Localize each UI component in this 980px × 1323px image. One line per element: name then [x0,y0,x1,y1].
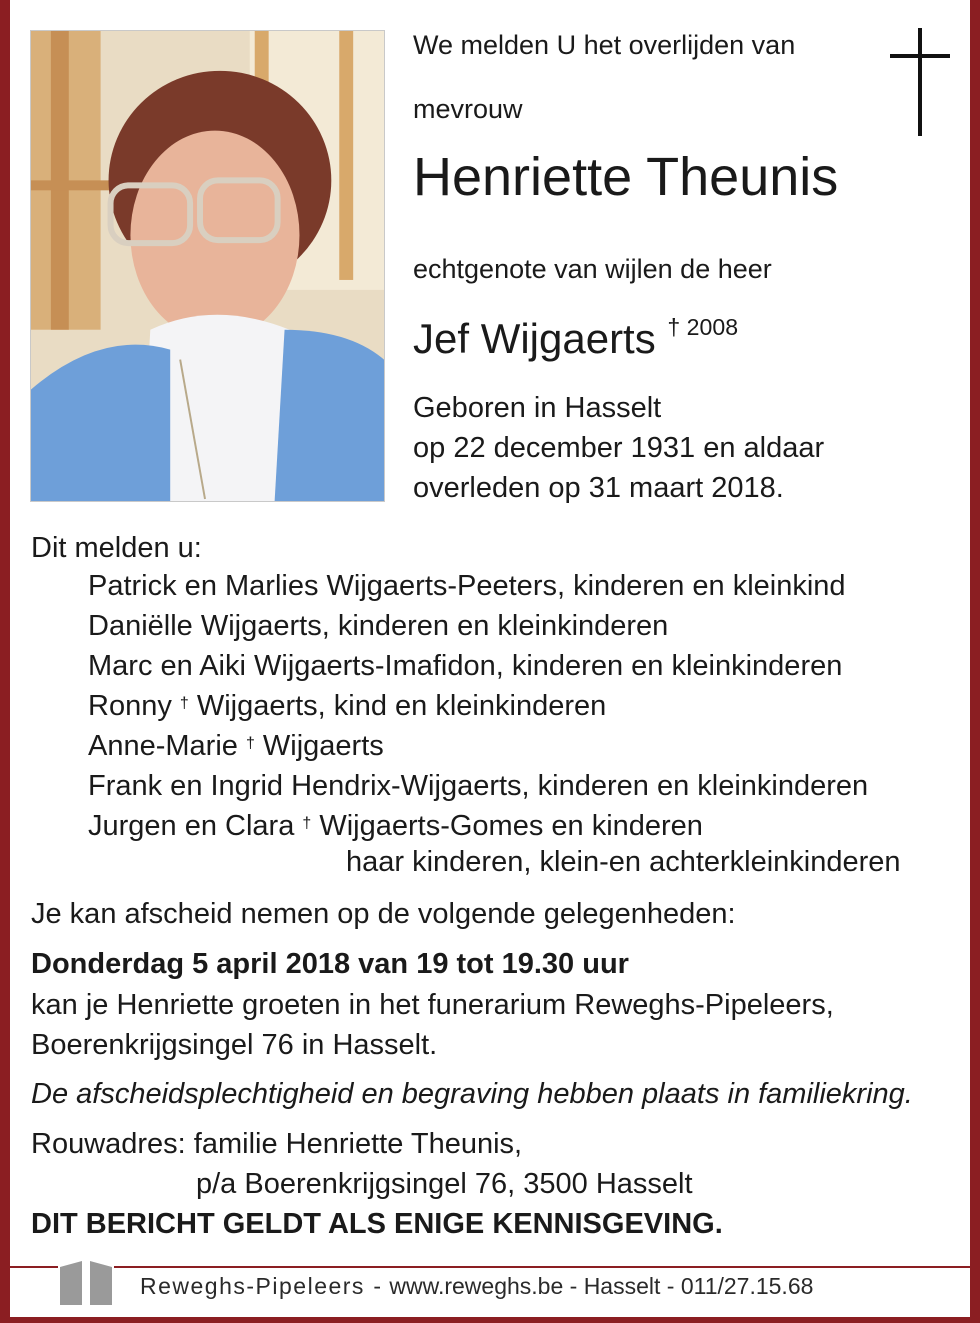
funeral-home-logo-icon [58,1255,114,1307]
mourning-address-line: Rouwadres: familie Henriette Theunis, [31,1128,523,1160]
latin-cross-icon [890,28,952,138]
birth-date-line: op 22 december 1931 en aldaar [413,432,825,464]
spouse-death-mark: † 2008 [667,314,739,340]
spouse-intro: echtgenote van wijlen de heer [413,254,772,284]
life-dates [413,388,824,508]
family-list [88,566,868,846]
announcement-intro: We melden U het overlijden van [413,30,796,60]
visitation-datetime: Donderdag 5 april 2018 van 19 tot 19.30 uur [31,948,629,980]
spouse-name: Jef Wijgaerts [413,315,656,362]
announcement-title-word: mevrouw [413,94,523,124]
visitation-line: Boerenkrijgsingel 76 in Hasselt. [31,1029,438,1061]
visitation-details [31,985,834,1065]
portrait-illustration [31,31,384,501]
mourning-address-line: p/a Boerenkrijgsingel 76, 3500 Hasselt [196,1168,693,1200]
portrait-photo [30,30,385,502]
family-member: Anne-Marie † Wijgaerts [88,730,384,762]
death-line: overleden op 31 maart 2018. [413,472,784,504]
official-notice: DIT BERICHT GELDT ALS ENIGE KENNISGEVING. [31,1208,723,1240]
family-member: Patrick en Marlies Wijgaerts-Peeters, kinderen en kleinkind [88,570,846,602]
birth-line: Geboren in Hasselt [413,392,662,424]
spouse-line [413,314,739,362]
private-ceremony-note: De afscheidsplechtigheid en begraving hebben plaats in familiekring. [31,1078,913,1110]
deceased-name: Henriette Theunis [413,147,839,207]
family-member: Marc en Aiki Wijgaerts-Imafidon, kinderen en kleinkinderen [88,650,843,682]
family-heading: Dit melden u: [31,532,202,564]
family-member: Jurgen en Clara † Wijgaerts-Gomes en kinderen [88,810,703,842]
family-member: Frank en Ingrid Hendrix-Wijgaerts, kinderen en kleinkinderen [88,770,869,802]
footer-contact [140,1275,813,1298]
frame-left-border [0,0,10,1323]
footer-website-link[interactable]: www.reweghs.be - Hasselt - 011/27.15.68 [389,1273,814,1299]
frame-right-border [970,0,980,1323]
visitation-line: kan je Henriette groeten in het funerarium Reweghs-Pipeleers, [31,989,834,1021]
family-member: Ronny † Wijgaerts, kind en kleinkinderen [88,690,607,722]
frame-bottom-border [0,1317,980,1323]
footer-brand: Reweghs-Pipeleers [140,1273,365,1299]
grandchildren-line: haar kinderen, klein-en achterkleinkinderen [346,846,901,878]
farewell-intro: Je kan afscheid nemen op de volgende gelegenheden: [31,898,736,930]
family-member: Daniëlle Wijgaerts, kinderen en kleinkinderen [88,610,669,642]
footer-separator: - [366,1273,388,1299]
footer-divider [10,1266,970,1268]
